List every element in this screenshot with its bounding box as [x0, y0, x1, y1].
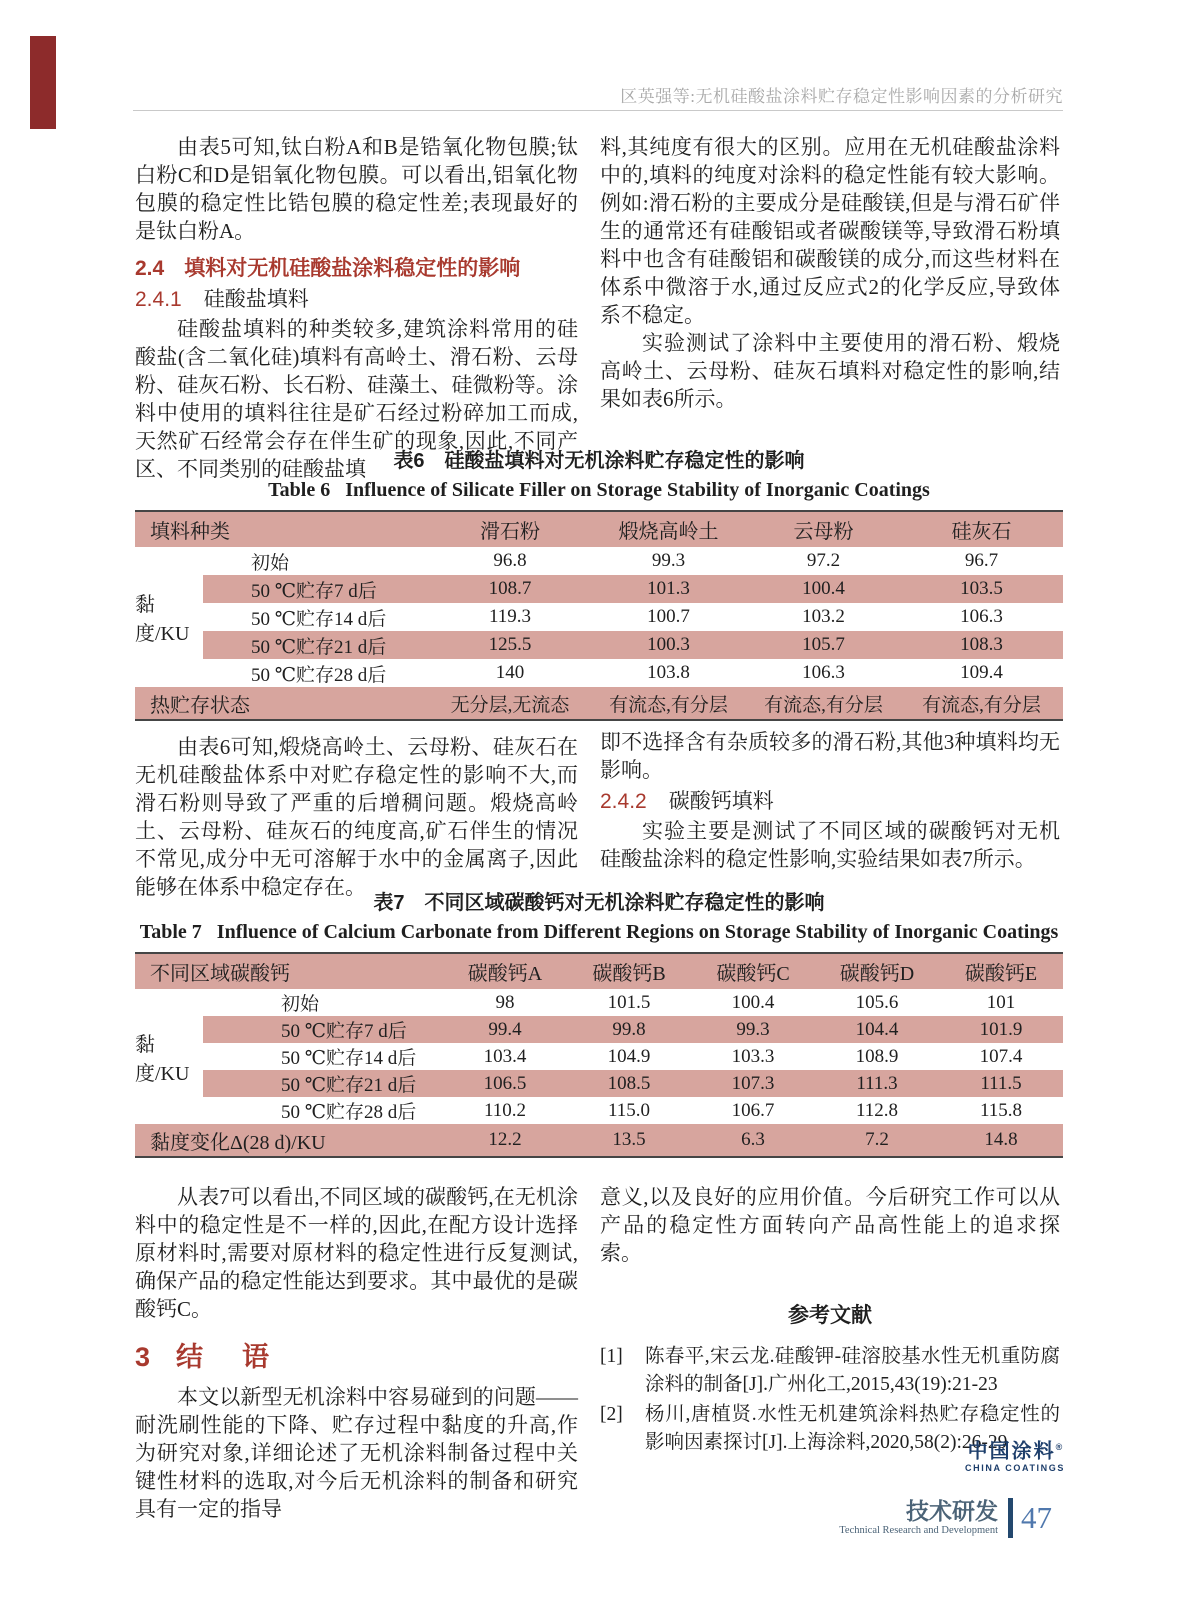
table-row-label: 50 ℃贮存14 d后: [251, 608, 387, 630]
table-footer-value: 12.2: [443, 1124, 567, 1157]
table-value-cell: 99.3: [691, 1016, 815, 1043]
reference-text: 杨川,唐植贤.水性无机建筑涂料热贮存稳定性的影响因素探讨[J].上海涂料,2020,58(2):26-29: [645, 1404, 1060, 1453]
table-row-label: 50 ℃贮存7 d后: [203, 1016, 443, 1043]
table-header-row: [135, 511, 1063, 547]
table-header-row: [135, 953, 1063, 989]
table-value-cell: 100.3: [590, 631, 747, 659]
section-heading-3: [135, 1339, 578, 1375]
references-heading: 参考文献: [788, 1304, 872, 1327]
table-value-cell: 105.6: [855, 991, 899, 1013]
registered-mark: ®: [1055, 1442, 1063, 1452]
table-footer-row: [135, 687, 1063, 720]
table-value-cell: 108.9: [855, 1045, 899, 1067]
table-group-label: 黏度/KU: [135, 989, 203, 1124]
table-row: [135, 1097, 1063, 1124]
section-number: 2.4: [135, 257, 165, 280]
section-heading-2-4-2: [600, 786, 1060, 817]
footer-section-cn: 技术研发: [906, 1498, 998, 1524]
table-value-cell: 99.4: [443, 1016, 567, 1043]
table-header-cell: 碳酸钙A: [443, 953, 567, 989]
paragraph: 实验测试了涂料中主要使用的滑石粉、煅烧高岭土、云母粉、硅灰石填料对稳定性的影响,结果如表6所示。: [600, 331, 1060, 411]
table-footer-value: 14.8: [939, 1124, 1063, 1157]
header-rule: [133, 110, 1063, 111]
page-number: 47: [1021, 1500, 1052, 1535]
table-value-cell: 111.3: [815, 1070, 939, 1097]
section-title: 结 语: [176, 1342, 276, 1372]
table-value-cell: 98: [495, 991, 515, 1013]
reference-item: [600, 1343, 1060, 1399]
logo-text-cn: 中国涂料®: [967, 1440, 1063, 1463]
left-column-mid: [135, 733, 578, 901]
table-value-cell: 101: [986, 991, 1016, 1013]
table-value-cell: 103.2: [802, 606, 845, 627]
paragraph: 即不选择含有杂质较多的滑石粉,其他3种填料均无影响。: [600, 730, 1060, 782]
table7-title-cn: 表7 不同区域碳酸钙对无机涂料贮存稳定性的影响: [373, 892, 825, 914]
table-row: [135, 659, 1063, 687]
paragraph: 由表6可知,煅烧高岭土、云母粉、硅灰石在无机硅酸盐体系中对贮存稳定性的影响不大,而滑石粉则导致了严重的后增稠问题。煅烧高岭土、云母粉、硅灰石的纯度高,矿石伴生的情况不常见,成分中无可溶解于水中的金属离子,因此能够在体系中稳定存在。: [135, 735, 578, 899]
table-value-cell: 100.7: [647, 606, 690, 627]
table-row: [135, 1016, 1063, 1043]
table-value-cell: 115.0: [607, 1099, 651, 1121]
section-title: 碳酸钙填料: [668, 789, 774, 813]
paragraph: 由表5可知,钛白粉A和B是锆氧化物包膜;钛白粉C和D是铝氧化物包膜。可以看出,铝氧化物包膜的稳定性比锆包膜的稳定性差;表现最好的是钛白粉A。: [135, 135, 578, 243]
section-title: 硅酸盐填料: [203, 287, 309, 311]
table-value-cell: 97.2: [806, 550, 841, 571]
table-header-cell: 不同区域碳酸钙: [135, 953, 443, 989]
table-value-cell: 108.7: [430, 575, 590, 603]
table-header-cell: 碳酸钙E: [939, 953, 1063, 989]
table-row: [135, 1043, 1063, 1070]
table-value-cell: 103.8: [647, 662, 690, 683]
table-value-cell: 107.4: [979, 1045, 1023, 1067]
table-value-cell: 101.9: [939, 1016, 1063, 1043]
section-title: 填料对无机硅酸盐涂料稳定性的影响: [184, 257, 521, 280]
paragraph: 本文以新型无机涂料中容易碰到的问题——耐洗刷性能的下降、贮存过程中黏度的升高,作为研究对象,详细论述了无机涂料制备过程中关键性材料的选取,对今后无机涂料的制备和研究具有一定的指导: [135, 1385, 578, 1521]
page-footer: [780, 1498, 1052, 1538]
table-header-cell: 碳酸钙C: [691, 953, 815, 989]
table-row-label: 50 ℃贮存28 d后: [251, 664, 387, 686]
table-footer-label: 黏度变化Δ(28 d)/KU: [135, 1124, 443, 1157]
section-heading-2-4-1: [135, 284, 578, 315]
table-value-cell: 111.5: [939, 1070, 1063, 1097]
logo-text-en: CHINA COATINGS: [965, 1462, 1065, 1473]
table-row-label: 50 ℃贮存28 d后: [281, 1102, 417, 1123]
section-number: 2.4.1: [135, 288, 182, 311]
section-number: 2.4.2: [600, 790, 647, 813]
table-footer-value: 有流态,有分层: [900, 687, 1063, 720]
table-value-cell: 106.3: [960, 606, 1003, 627]
footer-divider-bar: [1008, 1498, 1013, 1538]
table-value-cell: 108.5: [567, 1070, 691, 1097]
table-value-cell: 103.3: [731, 1045, 775, 1067]
table-value-cell: 101.3: [590, 575, 747, 603]
reference-marker: [2]: [600, 1404, 623, 1425]
t7-grid: [135, 952, 1063, 1158]
table-value-cell: 99.3: [651, 550, 686, 571]
paragraph: 从表7可以看出,不同区域的碳酸钙,在无机涂料中的稳定性是不一样的,因此,在配方设计选择原材料时,需要对原材料的稳定性进行反复测试,确保产品的稳定性能达到要求。其中最优的是碳酸钙C。: [135, 1185, 578, 1321]
china-coatings-logo: [955, 1436, 1075, 1474]
table7-block: [135, 890, 1063, 1158]
table-footer-value: 13.5: [567, 1124, 691, 1157]
running-header: 区英强等:无机硅酸盐涂料贮存稳定性影响因素的分析研究: [620, 87, 1063, 106]
table-row: [135, 603, 1063, 631]
table-value-cell: 101.5: [607, 991, 651, 1013]
table6-block: [135, 448, 1063, 721]
paragraph: 意义,以及良好的应用价值。今后研究工作可以从产品的稳定性方面转向产品高性能上的追求探索。: [600, 1185, 1060, 1265]
table-row-label: 初始: [281, 994, 320, 1015]
table-row-label: 初始: [251, 552, 290, 574]
paragraph: 硅酸盐填料的种类较多,建筑涂料常用的硅酸盐(含二氧化硅)填料有高岭土、滑石粉、云母粉、硅灰石粉、长石粉、硅藻土、硅微粉等。涂料中使用的填料往往是矿石经过粉碎加工而成,天然矿石经常会存在伴生矿的现象,因此,不同产区、不同类别的硅酸盐填: [135, 317, 578, 481]
footer-section: [839, 1498, 998, 1538]
table-footer-value: 有流态,有分层: [590, 687, 747, 720]
table-value-cell: 109.4: [960, 662, 1003, 683]
table-value-cell: 106.5: [443, 1070, 567, 1097]
table-value-cell: 106.7: [731, 1099, 775, 1121]
paragraph: 实验主要是测试了不同区域的碳酸钙对无机硅酸盐涂料的稳定性影响,实验结果如表7所示。: [600, 819, 1060, 871]
left-column-top: [135, 133, 578, 483]
footer-section-en: Technical Research and Development: [839, 1525, 998, 1536]
section-number: 3: [135, 1342, 151, 1372]
table-row: [135, 631, 1063, 659]
table-header-cell: 碳酸钙B: [567, 953, 691, 989]
right-column-bottom: [600, 1183, 1060, 1459]
table6: [135, 510, 1063, 721]
table-value-cell: 103.4: [483, 1045, 527, 1067]
right-column-top: [600, 133, 1060, 413]
table-value-cell: 104.4: [815, 1016, 939, 1043]
table-value-cell: 99.8: [567, 1016, 691, 1043]
table-footer-label: 热贮存状态: [135, 687, 430, 720]
table-footer-value: 有流态,有分层: [747, 687, 900, 720]
paragraph: 料,其纯度有很大的区别。应用在无机硅酸盐涂料中的,填料的纯度对涂料的稳定性能有较大影响。例如:滑石粉的主要成分是硅酸镁,但是与滑石矿伴生的通常还有硅酸铝或者碳酸镁等,导致滑石粉填料中也含有硅酸铝和碳酸镁的成分,而这些材料在体系中微溶于水,通过反应式2的化学反应,导致体系不稳定。: [600, 135, 1060, 327]
table-value-cell: 140: [495, 662, 525, 683]
table-footer-value: 无分层,无流态: [430, 687, 590, 720]
table-value-cell: 110.2: [483, 1099, 527, 1121]
table-row: [135, 575, 1063, 603]
table-value-cell: 104.9: [607, 1045, 651, 1067]
table-header-cell: 煅烧高岭土: [590, 511, 747, 547]
table-value-cell: 106.3: [802, 662, 845, 683]
table-row: [135, 1070, 1063, 1097]
table-value-cell: 107.3: [691, 1070, 815, 1097]
table-header-cell: 碳酸钙D: [815, 953, 939, 989]
table-value-cell: 108.3: [900, 631, 1063, 659]
table-value-cell: 112.8: [855, 1099, 899, 1121]
reference-marker: [1]: [600, 1346, 623, 1367]
page-corner-marker: [30, 36, 56, 129]
right-column-mid: [600, 728, 1060, 873]
section-heading-2-4: [135, 254, 578, 284]
table-value-cell: 105.7: [747, 631, 900, 659]
table-value-cell: 100.4: [731, 991, 775, 1013]
table-header-cell: 填料种类: [135, 511, 430, 547]
reference-text: 陈春平,宋云龙.硅酸钾-硅溶胶基水性无机重防腐涂料的制备[J].广州化工,2015,43(19):21-23: [645, 1346, 1060, 1395]
table-value-cell: 119.3: [488, 606, 532, 627]
table-footer-row: [135, 1124, 1063, 1157]
table-row: [135, 547, 1063, 575]
table-value-cell: 96.8: [493, 550, 527, 571]
table-footer-value: 6.3: [691, 1124, 815, 1157]
table-row-label: 50 ℃贮存14 d后: [281, 1048, 417, 1069]
table-row: [135, 989, 1063, 1016]
table-group-label: 黏度/KU: [135, 547, 203, 687]
table7: [135, 952, 1063, 1158]
table-row-label: 50 ℃贮存21 d后: [203, 1070, 443, 1097]
table-footer-value: 7.2: [815, 1124, 939, 1157]
left-column-bottom: [135, 1183, 578, 1523]
table-value-cell: 96.7: [964, 550, 999, 571]
table-value-cell: 125.5: [430, 631, 590, 659]
t6-grid: [135, 510, 1063, 721]
table-row-label: 50 ℃贮存7 d后: [203, 575, 430, 603]
table-value-cell: 103.5: [900, 575, 1063, 603]
table-value-cell: 115.8: [979, 1099, 1023, 1121]
table6-title-en: Table 6 Influence of Silicate Filler on Storage Stability of Inorganic Coatings: [268, 479, 930, 501]
table6-title-cn: 表6 硅酸盐填料对无机涂料贮存稳定性的影响: [393, 450, 805, 472]
table-value-cell: 100.4: [747, 575, 900, 603]
table-header-cell: 云母粉: [747, 511, 900, 547]
table-header-cell: 硅灰石: [900, 511, 1063, 547]
table7-title-en: Table 7 Influence of Calcium Carbonate from Different Regions on Storage Stability of Inorganic Coatings: [139, 921, 1059, 943]
table-row-label: 50 ℃贮存21 d后: [203, 631, 430, 659]
table-header-cell: 滑石粉: [430, 511, 590, 547]
